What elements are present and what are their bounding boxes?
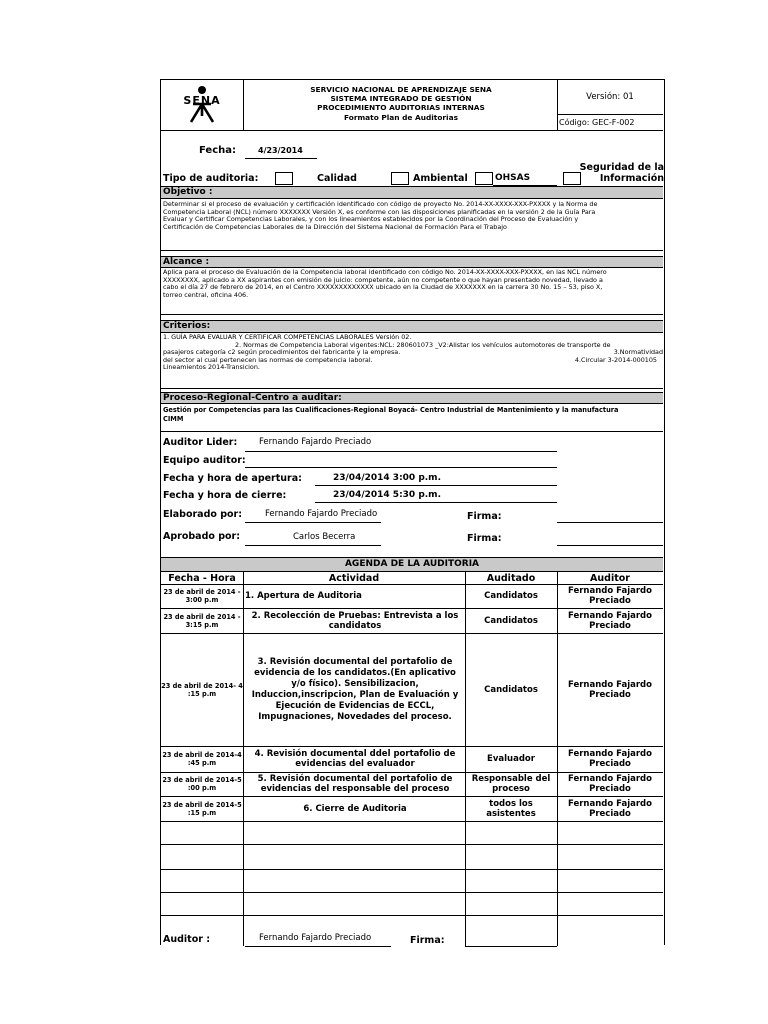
criterios-text xyxy=(163,334,663,372)
seguridad-label-2: Información xyxy=(599,173,664,184)
codigo-label: Código: GEC-F-002 xyxy=(559,118,635,127)
objetivo-text xyxy=(163,201,663,231)
agenda-row-6-auditado: todos los asistentes xyxy=(486,798,536,819)
objetivo-line-1: Determinar si el proceso de evaluación y certificación identificado con código de proyecto No. 2014-XX-XXXX-XXX-PXXXX y la Norma de xyxy=(163,200,598,208)
agenda-row-1-fecha: 23 de abril de 2014 - 3:00 p.m xyxy=(163,588,241,604)
sena-logo xyxy=(171,84,233,126)
agenda-row-3-actividad: 3. Revisión documental del portafolio de evidencia de los candidatos.(En aplicativo y/o físico). Sensibilizacion, Induccion,inscripcion, Plan de Evaluación y Ejecución de Evidencias de ECCL, Impugnaciones, Novedades del proceso. xyxy=(251,656,459,722)
calidad-label: Calidad xyxy=(317,173,357,184)
objetivo-line-2: Competencia Laboral (NCL) número XXXXXXX Versión X, es conforme con las disposiciones planificadas en la versión 2 de la Guía Para xyxy=(163,207,596,216)
ambiental-label: Ambiental xyxy=(413,173,468,184)
agenda-row-5-actividad: 5. Revisión documental del portafolio de evidencias del responsable del proceso xyxy=(257,774,453,794)
equipo-auditor-label: Equipo auditor: xyxy=(163,455,246,466)
alcance-line-1: Aplica para el proceso de Evaluación de la Competencia laboral identificado con código No. 2014-XX-XXXX-XXX-PXXXX, en las NCL número xyxy=(163,268,607,276)
header-line-1: SERVICIO NACIONAL DE APRENDIZAJE SENA xyxy=(310,85,492,94)
agenda-row-3-auditado: Candidatos xyxy=(484,684,538,695)
agenda-row-2-fecha: 23 de abril de 2014 - 3:15 p.m xyxy=(163,612,241,629)
agenda-header-actividad: Actividad xyxy=(328,572,380,584)
header-line-4: Formato Plan de Auditorias xyxy=(344,112,458,122)
aprobado-value[interactable]: Carlos Becerra xyxy=(293,532,356,542)
calidad-checkbox[interactable] xyxy=(275,172,293,185)
agenda-row-3-auditor: Fernando Fajardo Preciado xyxy=(568,679,652,700)
agenda-row-5-auditado: Responsable del proceso xyxy=(471,774,551,794)
alcance-text xyxy=(163,269,663,299)
seguridad-label-1: Seguridad de la xyxy=(579,162,664,173)
aprobado-firma-label: Firma: xyxy=(467,533,502,544)
criterios-line-5: Lineamientos 2014-Transicion. xyxy=(163,363,260,372)
agenda-header-fecha: Fecha - Hora xyxy=(168,572,236,584)
agenda-header-auditor: Auditor xyxy=(590,572,630,584)
agenda-header-auditado: Auditado xyxy=(486,572,536,584)
cierre-value[interactable]: 23/04/2014 5:30 p.m. xyxy=(333,490,441,500)
alcance-line-3: cabo el día 27 de febrero de 2014, en el Centro XXXXXXXXXXXXX ubicado en la Ciudad de XXXXXXX en la carrera 30 No. 15 – 53, piso X, xyxy=(163,283,603,292)
agenda-row-1-auditor: Fernando Fajardo Preciado xyxy=(568,586,652,606)
ambiental-checkbox[interactable] xyxy=(391,172,409,185)
criterios-line-3b: 3.Normatividad xyxy=(613,348,663,357)
alcance-line-2: XXXXXXXX, aplicado a XX aspirantes con emisión de juicio: competente, aún no competente o que hayan presentado novedad, llevado a xyxy=(163,275,603,284)
alcance-title: Alcance : xyxy=(161,256,663,268)
cierre-label: Fecha y hora de cierre: xyxy=(163,490,287,501)
proceso-text xyxy=(163,406,663,423)
footer-firma-label: Firma: xyxy=(410,935,445,946)
agenda-row-2-auditor: Fernando Fajardo Preciado xyxy=(568,610,652,631)
agenda-row-1-actividad: 1. Apertura de Auditoria xyxy=(245,591,362,601)
alcance-line-4: torreo central, oficina 406. xyxy=(163,290,249,299)
agenda-title: AGENDA DE LA AUDITORIA xyxy=(161,557,663,572)
agenda-row-4-auditor: Fernando Fajardo Preciado xyxy=(568,749,652,769)
auditor-lider-value[interactable]: Fernando Fajardo Preciado xyxy=(259,437,372,447)
agenda-row-4-actividad: 4. Revisión documental ddel portafolio de evidencias del evaluador xyxy=(254,749,456,769)
agenda-row-4-fecha: 23 de abril de 2014-4 :45 p.m xyxy=(162,751,242,767)
ohsas-label: OHSAS xyxy=(495,173,531,183)
agenda-row-5-auditor: Fernando Fajardo Preciado xyxy=(568,774,652,794)
elaborado-label: Elaborado por: xyxy=(163,509,243,520)
agenda-row-6-actividad: 6. Cierre de Auditoria xyxy=(303,803,407,814)
header-line-3: PROCEDIMIENTO AUDITORIAS INTERNAS xyxy=(317,103,485,113)
ohsas-checkbox[interactable] xyxy=(475,172,493,185)
apertura-label: Fecha y hora de apertura: xyxy=(163,473,302,484)
proceso-title: Proceso-Regional-Centro a auditar: xyxy=(161,392,663,404)
objetivo-title: Objetivo : xyxy=(161,186,663,199)
agenda-row-1-auditado: Candidatos xyxy=(484,591,538,601)
criterios-line-3a: pasajeros categoría c2 según procedimientos del fabricante y la empresa. xyxy=(163,348,401,357)
tipo-auditoria-label: Tipo de auditoria: xyxy=(163,173,259,184)
proceso-line-2: CIMM xyxy=(163,414,184,423)
header-line-2: SISTEMA INTEGRADO DE GESTIÓN xyxy=(330,94,472,104)
agenda-row-6-auditor: Fernando Fajardo Preciado xyxy=(568,798,652,819)
agenda-row-2-auditado: Candidatos xyxy=(484,615,538,626)
agenda-row-6-fecha: 23 de abril de 2014-5 :15 p.m xyxy=(162,800,242,817)
seguridad-checkbox[interactable] xyxy=(563,172,581,185)
objetivo-line-4: Certificación de Competencias Laborales de la Dirección del Sistema Nacional de Formación Para el Trabajo xyxy=(163,222,507,231)
criterios-line-4a: del sector al cual pertenecen las normas de competencia laboral. xyxy=(163,355,373,364)
objetivo-line-3: Evaluar y Certificar Competencias Laborales, y con los lineamientos establecidos por la Coordinación del Proceso de Evaluación y xyxy=(163,215,579,224)
aprobado-label: Aprobado por: xyxy=(163,531,241,542)
agenda-row-2-actividad: 2. Recolección de Pruebas: Entrevista a los candidatos xyxy=(251,610,459,631)
agenda-row-5-fecha: 23 de abril de 2014-5 :00 p.m xyxy=(162,776,242,792)
fecha-value[interactable]: 4/23/2014 xyxy=(258,146,303,155)
elaborado-firma-label: Firma: xyxy=(467,511,502,522)
criterios-line-1: 1. GUÍA PARA EVALUAR Y CERTIFICAR COMPETENCIAS LABORALES Versión 02. xyxy=(163,333,412,341)
agenda-table xyxy=(161,571,663,946)
auditor-lider-label: Auditor Lider: xyxy=(163,437,238,448)
fecha-label: Fecha: xyxy=(199,145,237,156)
proceso-line-1: Gestión por Competencias para las Cualificaciones-Regional Boyacá- Centro Industrial de Mantenimiento y la manufactura xyxy=(163,406,619,414)
sena-logo-text: SENA xyxy=(183,94,221,107)
version-label: Versión: 01 xyxy=(586,92,634,102)
audit-plan-form xyxy=(160,79,665,945)
criterios-line-4b: 4.Circular 3-2014-000105 xyxy=(574,355,657,364)
agenda-row-4-auditado: Evaluador xyxy=(487,754,535,764)
elaborado-value[interactable]: Fernando Fajardo Preciado xyxy=(265,509,378,519)
footer-auditor-label: Auditor : xyxy=(163,934,211,945)
agenda-row-3-fecha: 23 de abril de 2014- 4 :15 p.m xyxy=(161,681,243,698)
criterios-line-2: 2. Normas de Competencia Laboral vigentes:NCL: 280601073 _V2:Alistar los vehículos automotores de transporte de xyxy=(235,340,611,349)
criterios-title: Criterios: xyxy=(161,320,663,333)
apertura-value[interactable]: 23/04/2014 3:00 p.m. xyxy=(333,473,441,483)
header-title-block xyxy=(245,85,557,122)
footer-auditor-value[interactable]: Fernando Fajardo Preciado xyxy=(259,933,372,943)
